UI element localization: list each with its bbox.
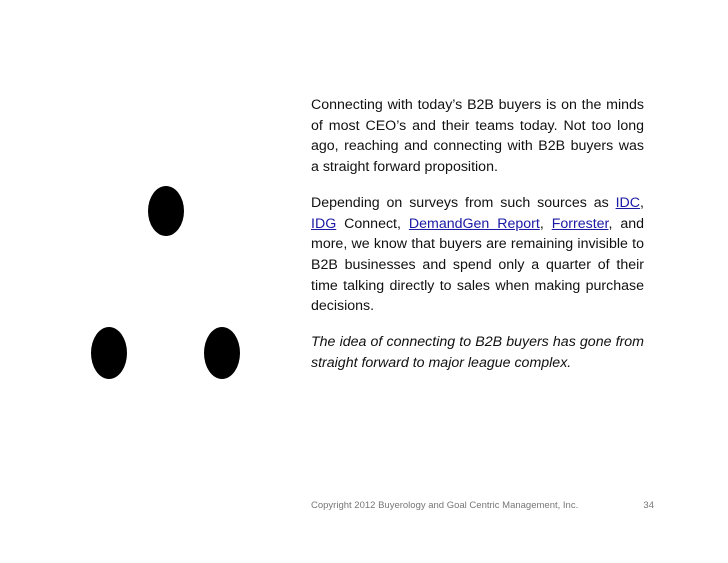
black-dot-bottom-left — [91, 327, 127, 379]
paragraph-surveys — [311, 193, 644, 317]
paragraph-conclusion: The idea of connecting to B2B buyers has gone from straight forward to major league complex. — [311, 334, 644, 371]
paragraph-surveys-lead: Depending on surveys from such sources as — [311, 194, 616, 211]
black-dot-top — [148, 186, 184, 236]
body-text — [311, 95, 644, 388]
link-idc[interactable]: IDC — [615, 194, 641, 211]
separator-text: , — [539, 215, 552, 232]
separator-text: , — [640, 194, 644, 211]
link-idg[interactable]: IDG — [311, 215, 337, 232]
link-forrester[interactable]: Forrester — [551, 215, 609, 232]
footer — [311, 500, 654, 511]
page-number: 34 — [643, 500, 654, 511]
paragraph-intro: Connecting with today’s B2B buyers is on the minds of most CEO’s and their teams today. Not too long ago, reaching and connecting with B2B buyers was a straight forward proposition. — [311, 97, 644, 176]
link-demandgen-report[interactable]: DemandGen Report — [408, 215, 540, 232]
black-dot-bottom-right — [204, 327, 240, 379]
copyright-text: Copyright 2012 Buyerology and Goal Centric Management, Inc. — [311, 500, 579, 511]
connect-text: Connect, — [336, 215, 409, 232]
paragraph-surveys-tail: , and more, we know that buyers are remaining invisible to B2B businesses and spend only a quarter of their time talking directly to sales when making purchase decisions. — [311, 215, 645, 315]
